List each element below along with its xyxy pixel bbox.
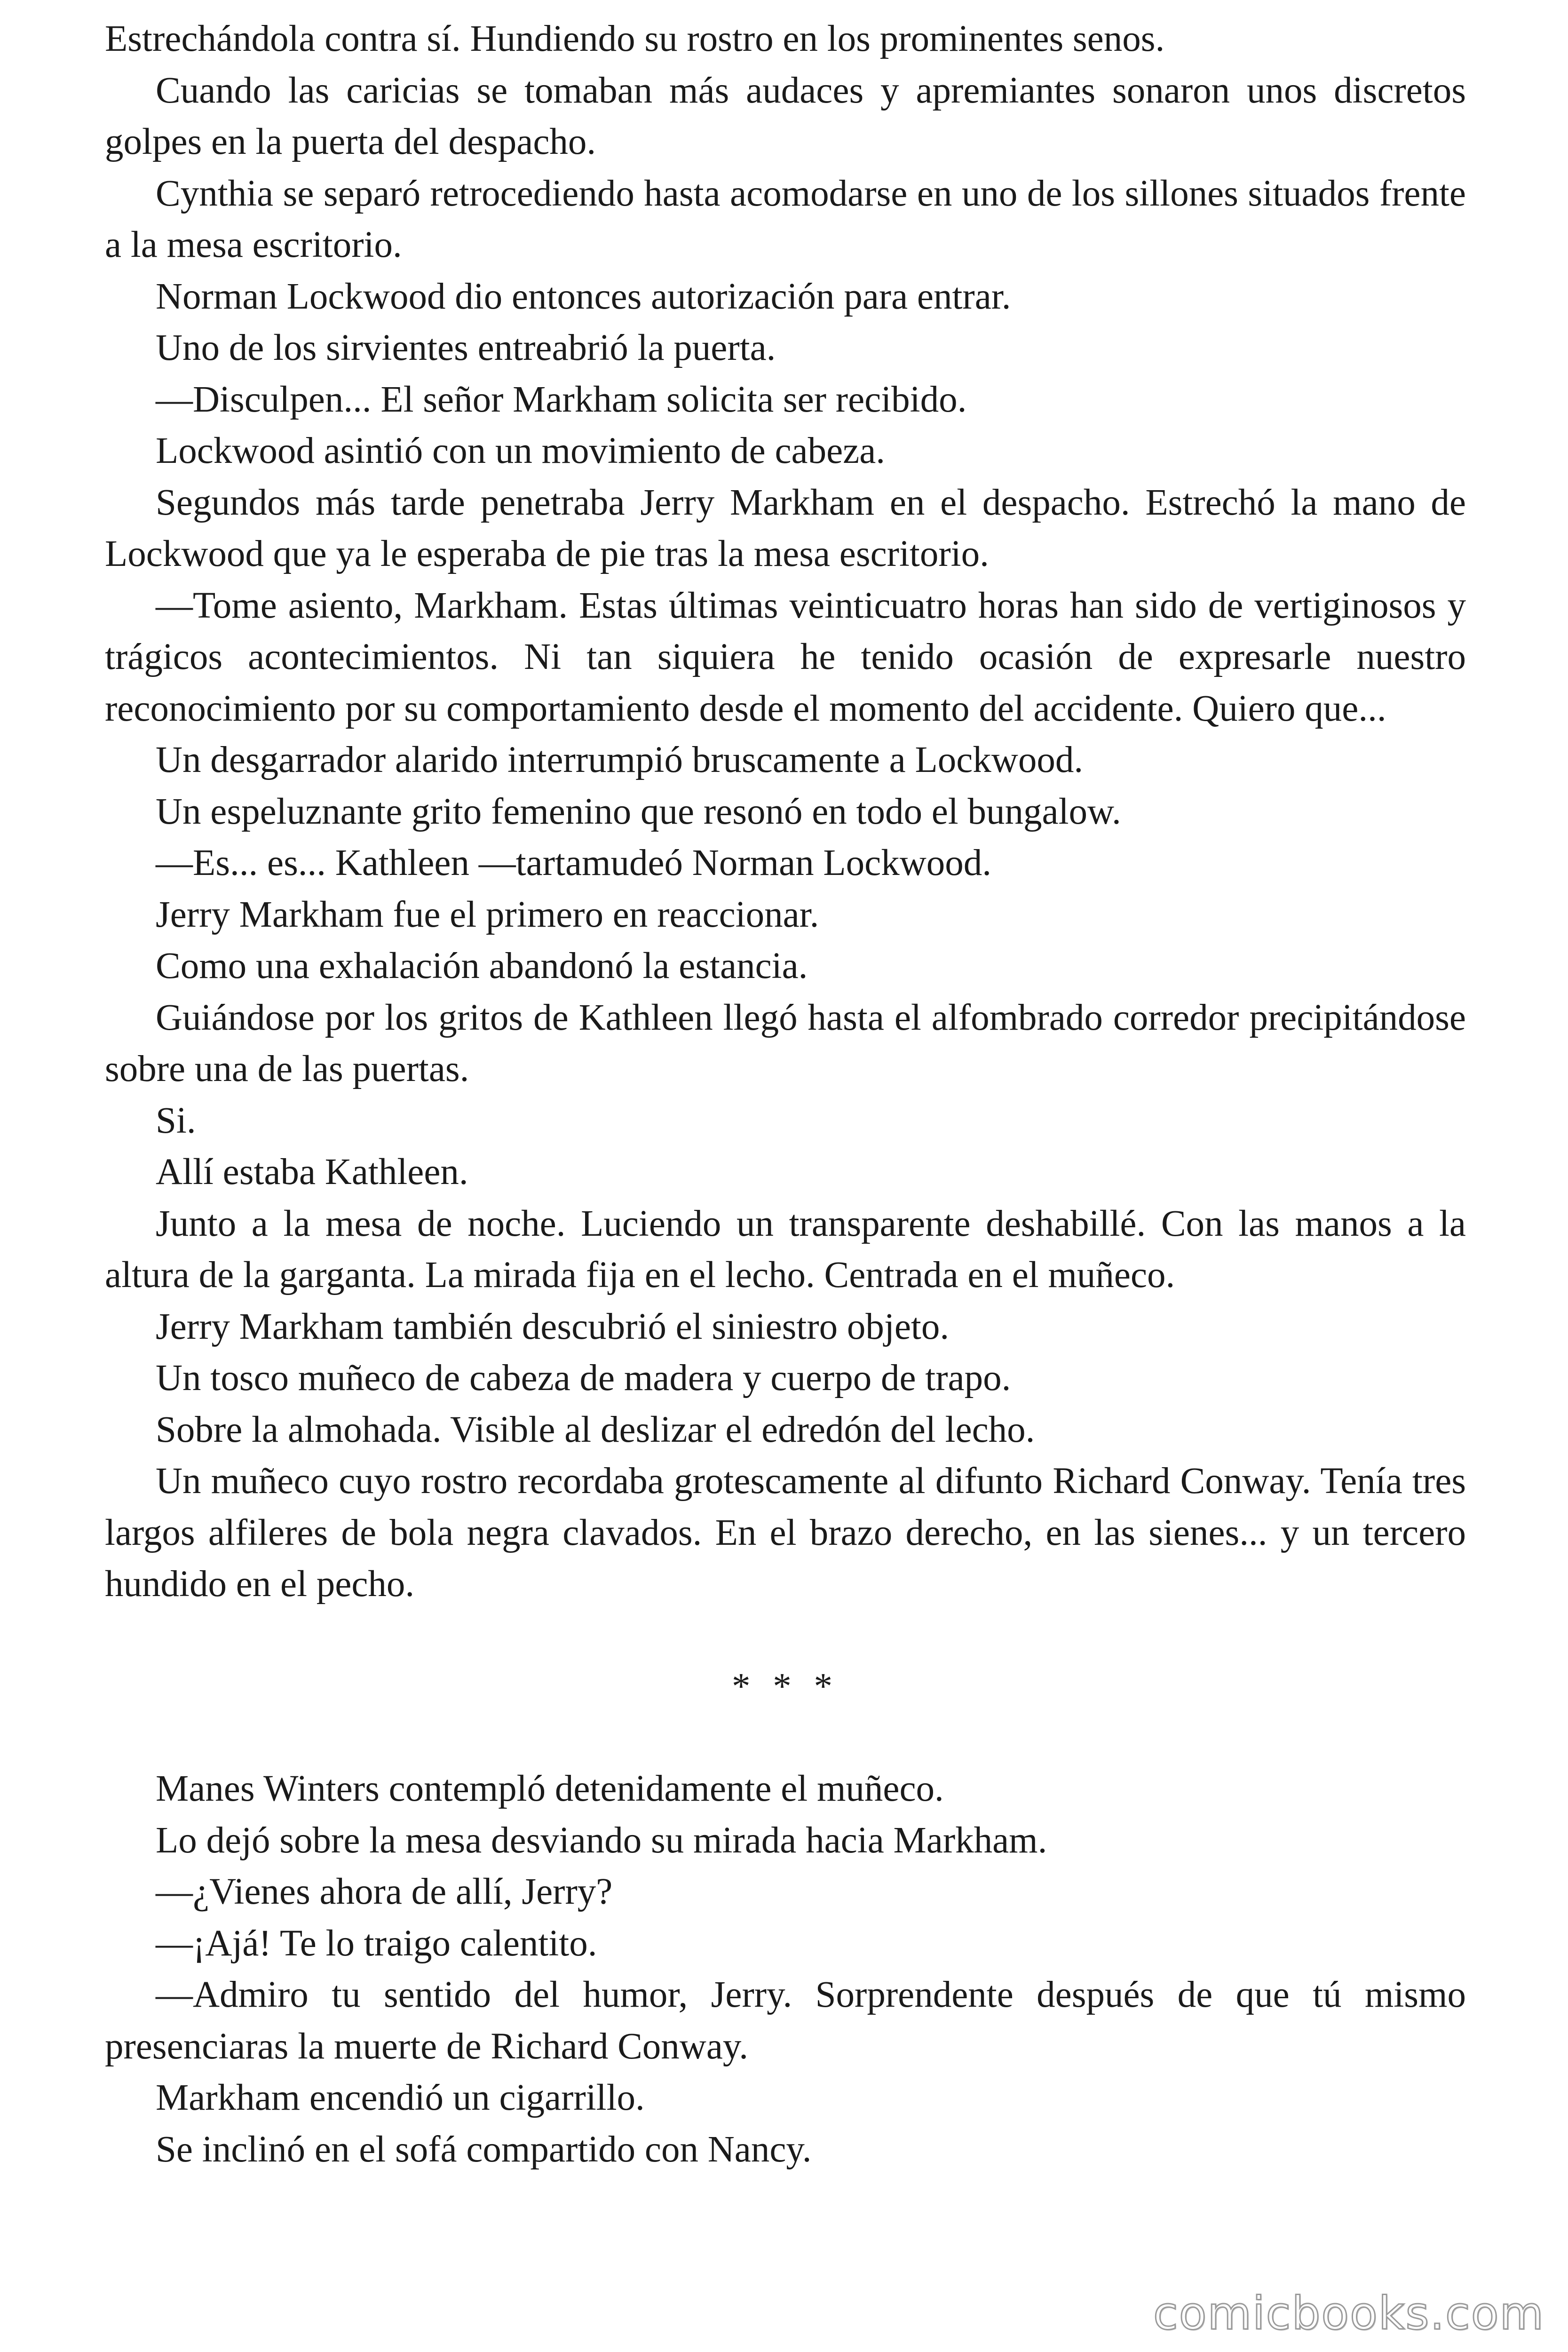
paragraph: Lo dejó sobre la mesa desviando su mirada hacia Markham. bbox=[156, 1820, 1047, 1861]
paragraph: Norman Lockwood dio entonces autorización para entrar. bbox=[156, 276, 1011, 317]
paragraph: Estrechándola contra sí. Hundiendo su rostro en los prominentes senos. bbox=[105, 18, 1165, 59]
paragraph: —Admiro tu sentido del humor, Jerry. Sorprendente después de que tú mismo presenciaras la muerte de Richard Conway. bbox=[105, 1974, 1466, 2067]
scene-break: * * * bbox=[732, 1666, 839, 1707]
paragraph: Se inclinó en el sofá compartido con Nancy. bbox=[156, 2129, 812, 2170]
paragraph: Markham encendió un cigarrillo. bbox=[156, 2077, 645, 2118]
paragraph: —Tome asiento, Markham. Estas últimas veinticuatro horas han sido de vertiginosos y trágicos acontecimientos. Ni tan siquiera he tenido ocasión de expresarle nuestro reconocimiento por su comportamiento desde el momento del accidente. Quiero que... bbox=[105, 585, 1466, 729]
paragraph: Lockwood asintió con un movimiento de cabeza. bbox=[156, 430, 886, 471]
paragraph: Un muñeco cuyo rostro recordaba grotescamente al difunto Richard Conway. Tenía tres largos alfileres de bola negra clavados. En el brazo derecho, en las sienes... y un tercero hundido en el pecho. bbox=[105, 1461, 1466, 1605]
paragraph: Jerry Markham fue el primero en reaccionar. bbox=[156, 894, 819, 935]
watermark: comicbooks.com bbox=[1153, 2287, 1544, 2340]
paragraph: Un desgarrador alarido interrumpió bruscamente a Lockwood. bbox=[156, 739, 1084, 780]
paragraph: Sobre la almohada. Visible al deslizar el edredón del lecho. bbox=[156, 1409, 1035, 1450]
paragraph: Manes Winters contempló detenidamente el muñeco. bbox=[156, 1768, 944, 1809]
paragraph: Uno de los sirvientes entreabrió la puerta. bbox=[156, 327, 776, 368]
paragraph: —¡Ajá! Te lo traigo calentito. bbox=[156, 1923, 597, 1964]
paragraph: Un tosco muñeco de cabeza de madera y cuerpo de trapo. bbox=[156, 1358, 1011, 1398]
paragraph: Un espeluznante grito femenino que resonó en todo el bungalow. bbox=[156, 791, 1121, 832]
paragraph: Allí estaba Kathleen. bbox=[156, 1152, 468, 1192]
paragraph: Jerry Markham también descubrió el siniestro objeto. bbox=[156, 1306, 950, 1347]
paragraph: —Es... es... Kathleen —tartamudeó Norman Lockwood. bbox=[156, 842, 992, 883]
paragraph: Cuando las caricias se tomaban más audaces y apremiantes sonaron unos discretos golpes en la puerta del despacho. bbox=[105, 70, 1466, 162]
paragraph: Segundos más tarde penetraba Jerry Markham en el despacho. Estrechó la mano de Lockwood que ya le esperaba de pie tras la mesa escritorio. bbox=[105, 482, 1466, 574]
paragraph: Si. bbox=[156, 1100, 196, 1141]
paragraph: —¿Vienes ahora de allí, Jerry? bbox=[156, 1871, 613, 1912]
paragraph: —Disculpen... El señor Markham solicita ser recibido. bbox=[156, 379, 967, 420]
paragraph: Cynthia se separó retrocediendo hasta acomodarse en uno de los sillones situados frente a la mesa escritorio. bbox=[105, 173, 1466, 265]
paragraph: Junto a la mesa de noche. Luciendo un transparente deshabillé. Con las manos a la altura de la garganta. La mirada fija en el lecho. Centrada en el muñeco. bbox=[105, 1203, 1466, 1295]
paragraph: Guiándose por los gritos de Kathleen llegó hasta el alfombrado corredor precipitándose sobre una de las puertas. bbox=[105, 997, 1466, 1089]
body-text bbox=[105, 13, 1466, 2175]
paragraph: Como una exhalación abandonó la estancia. bbox=[156, 946, 808, 986]
